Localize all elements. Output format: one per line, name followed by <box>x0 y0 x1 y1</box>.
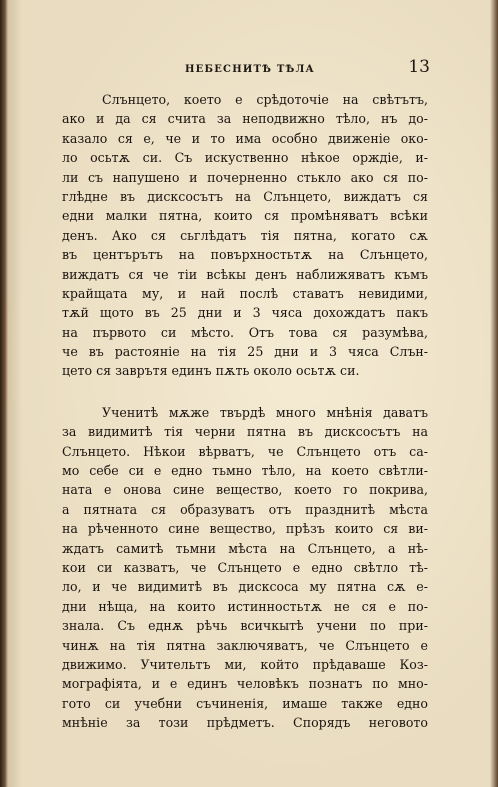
text-line: знала. Съ еднѫ рѣчь всичкытѣ учени по при- <box>62 618 428 634</box>
text-line: движимо. Учительтъ ми, който прѣдаваше Коз- <box>62 656 428 672</box>
page-number: 13 <box>408 57 430 77</box>
text-line: гото си учебни съчиненія, имаше также едно <box>62 695 428 711</box>
page-header <box>60 58 430 80</box>
text-line: ло осьтѫ си. Съ искуственно нѣкое орждіе, и- <box>62 150 428 166</box>
text-line: ло, и че видимитѣ въ дисксоса му пятна сѫ е- <box>62 579 428 595</box>
text-line: ждатъ самитѣ тьмни мѣста на Слънцето, а нѣ- <box>62 540 428 556</box>
text-line: въ центърътъ на повърхностьтѫ на Слънцето, <box>62 247 428 263</box>
text-line: на първото си мѣсто. Отъ това ся разумѣва, <box>62 324 428 340</box>
text-line: глѣдне въ дисксосътъ на Слънцето, виждатъ ся <box>62 188 428 204</box>
text-line: крайщата му, и най послѣ ставатъ невидими, <box>62 285 428 301</box>
paragraph-spacer <box>62 381 428 403</box>
text-line: Слънцето, което е срѣдоточіе на свѣтътъ, <box>102 92 428 107</box>
text-line: мнѣніе за този прѣдметъ. Спорядъ неговото <box>62 715 428 731</box>
text-line: мографіята, и е единъ человѣкъ познатъ по мно- <box>62 676 428 692</box>
text-line: ли съ напушено и почерненно стькло ако ся по- <box>62 169 428 185</box>
running-title: НЕБЕСНИТѢ ТѢЛА <box>185 64 315 75</box>
text-line: Ученитѣ мѫже твърдѣ много мнѣнія даватъ <box>102 404 428 420</box>
text-line: чинѫ на тія пятна заключяватъ, че Слънцето е <box>62 637 428 653</box>
text-line: казало ся е, че и то има особно движеніе око- <box>62 130 428 146</box>
paragraph-1 <box>62 90 428 381</box>
text-line: че въ растояніе на тія 25 дни и 3 чяса Слън- <box>62 344 428 360</box>
text-line: а пятната ся образуватъ отъ празднитѣ мѣста <box>62 501 428 517</box>
page-gutter-shadow <box>0 0 8 787</box>
text-line: ната е онова сине вещество, което го покрива, <box>62 482 428 498</box>
page-edge-shadow <box>490 0 498 787</box>
text-line: едни малки пятна, които ся промѣняватъ всѣки <box>62 208 428 224</box>
text-line: денъ. Ако ся сьглѣдатъ тія пятна, когато сѫ <box>62 227 428 243</box>
text-line: мо себе си е едно тьмно тѣло, на което свѣтли- <box>62 463 428 479</box>
text-line: дни нѣща, на които истинностьтѫ не ся е по- <box>62 598 428 614</box>
text-line: виждатъ ся че тіи всѣкы денъ наближяватъ къмъ <box>62 266 428 282</box>
text-line: на рѣченното сине вещество, прѣзъ които ся ви- <box>62 521 428 537</box>
text-line: Слънцето. Нѣкои вѣрватъ, че Слънцето отъ са- <box>62 443 428 459</box>
text-line: за видимитѣ тія черни пятна въ дисксосътъ на <box>62 424 428 440</box>
paragraph-2 <box>62 403 428 733</box>
text-line: тѫй щото въ 25 дни и 3 чяса доxождатъ пакъ <box>62 305 428 321</box>
text-line: кои си казватъ, че Слънцето е едно свѣтло тѣ- <box>62 559 428 575</box>
text-line: ако и да ся счита за неподвижно тѣло, нъ до- <box>62 111 428 127</box>
body-text <box>62 90 428 733</box>
text-line: цето ся заврътя единъ пѫть около осьтѫ си. <box>62 363 360 379</box>
